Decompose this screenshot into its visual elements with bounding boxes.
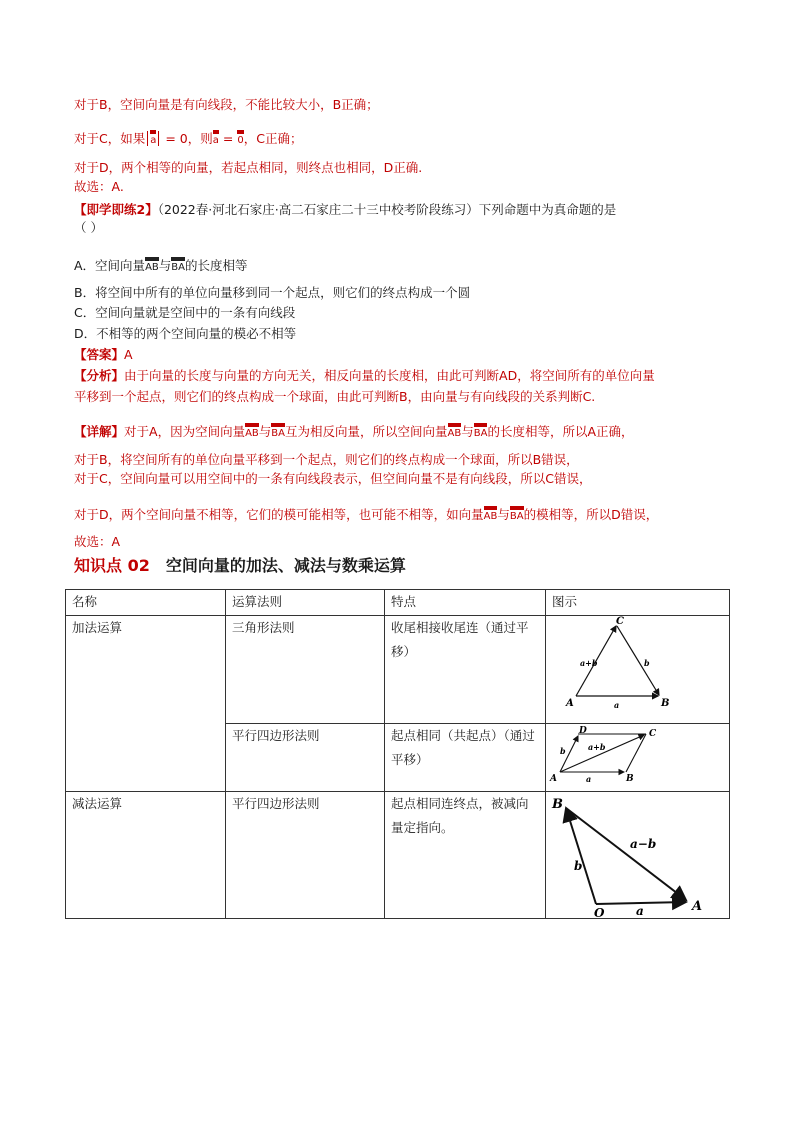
option-c: C．空间向量就是空间中的一条有向线段 (74, 305, 296, 320)
text-segment: 由于向量的长度与向量的方向无关，相反向量的长度相，由此可判断AD，将空间所有的单位向量 (124, 368, 655, 383)
exercise-tag: 【即学即练2】 (74, 202, 158, 217)
vector-letter: AB (245, 428, 259, 439)
label-b: B (661, 698, 670, 709)
edge-bc (626, 734, 646, 772)
text-segment: 的长度相等 (184, 258, 248, 273)
vector-letter: a (212, 135, 219, 146)
detail-line-b: 对于B，将空间所有的单位向量平移到一个起点，则它们的终点构成一个球面，所以B错误， (74, 452, 579, 467)
vector-ab (245, 429, 259, 439)
subtraction-diagram (546, 792, 730, 918)
label-a-side: a (586, 774, 592, 784)
figure-subtraction (546, 792, 730, 919)
table-cell-feature: 起点相同连终点，被减向量定指向。 (385, 792, 546, 919)
vector-sum-line (560, 735, 644, 772)
vector-ba (271, 429, 285, 439)
vector-b-line (617, 626, 659, 695)
label-c: C (616, 616, 624, 627)
table-cell-feature: 收尾相接收尾连（通过平移） (385, 616, 546, 724)
vector-bar (145, 257, 159, 261)
table-header: 名称 (66, 590, 226, 616)
vector-a (150, 136, 156, 146)
text-segment: ，C正确； (243, 131, 303, 146)
vector-bar (510, 506, 524, 510)
analysis-line-2: 平移到一个起点，则它们的终点构成一个球面，由此可判断B，由向量与有向线段的关系判断C. (74, 389, 596, 404)
label-a: A (550, 774, 557, 784)
option-d: D．不相等的两个空间向量的模必不相等 (74, 326, 297, 341)
text-segment: = 0，则 (165, 131, 213, 146)
label-b: B (626, 774, 634, 784)
text-segment: 与 (497, 507, 510, 522)
vector-ab (448, 429, 462, 439)
vector-a-minus-b-line (566, 808, 686, 900)
exercise-source: （2022春·河北石家庄·高二石家庄二十三中校考阶段练习）下列命题中为真命题的是 (157, 202, 617, 217)
vector-bar (245, 423, 259, 427)
vector-letter: BA (171, 262, 185, 273)
vector-letter: BA (509, 511, 524, 522)
table-cell-name: 减法运算 (66, 792, 226, 919)
parallelogram-diagram (546, 724, 730, 791)
label-a-plus-b: a+b (580, 658, 598, 668)
label-a: A (566, 698, 574, 709)
section-title: 空间向量的加法、减法与数乘运算 (165, 556, 406, 575)
figure-triangle-rule (546, 616, 730, 724)
exercise-line (74, 202, 616, 218)
vector-bar (171, 257, 185, 261)
label-d: D (579, 726, 587, 736)
text-segment: A．空间向量 (74, 258, 146, 273)
analysis-line-1 (74, 368, 655, 384)
vector-ba (474, 429, 488, 439)
label-b-side: b (574, 859, 583, 873)
triangle-diagram (546, 616, 730, 723)
figure-parallelogram-rule (546, 724, 730, 792)
label-a-side: a (614, 700, 620, 710)
answer-label: 【答案】 (74, 347, 125, 362)
answer-line (74, 347, 133, 363)
vector-ba (510, 512, 524, 522)
analysis-label: 【分析】 (74, 368, 125, 383)
label-b-side: b (560, 746, 566, 756)
table-row (66, 792, 730, 919)
text-segment: = (222, 131, 234, 146)
detail-line-c: 对于C，空间向量可以用空间中的一条有向线段表示，但空间向量不是有向线段，所以C错误， (74, 471, 592, 486)
detail-line-a (74, 424, 634, 440)
detail-line-d (74, 507, 658, 523)
vector-bar (448, 423, 462, 427)
vector-zero (237, 136, 243, 146)
option-a (74, 258, 248, 274)
detail-label: 【详解】 (74, 424, 125, 439)
exercise-blank: （ ） (74, 220, 103, 235)
label-a-minus-b: a−b (630, 837, 657, 851)
vector-letter: BA (271, 428, 285, 439)
vector-ba (171, 263, 185, 273)
vector-bar (150, 130, 156, 134)
table-cell-feature: 起点相同（共起点）（通过平移） (385, 724, 546, 792)
text-segment: 与 (158, 258, 172, 273)
table-header: 特点 (385, 590, 546, 616)
solution-line-b: 对于B，空间向量是有向线段，不能比较大小，B正确； (74, 97, 379, 112)
vector-letter: BA (473, 428, 488, 439)
text-segment: 互为相反向量，所以空间向量 (285, 424, 448, 439)
detail-choose: 故选：A (74, 534, 121, 549)
label-o: O (594, 906, 605, 918)
table-cell-rule: 平行四边形法则 (226, 724, 385, 792)
vector-letter: a (150, 135, 157, 146)
table-header: 图示 (546, 590, 730, 616)
solution-line-d: 对于D，两个相等的向量，若起点相同，则终点也相同，D正确. (74, 160, 423, 175)
text-segment: 对于A，因为空间向量 (124, 424, 246, 439)
label-a-side: a (636, 904, 644, 918)
vector-letter: AB (483, 511, 498, 522)
text-segment: 的模相等，所以D错误， (523, 507, 659, 522)
solution-line-c (74, 131, 302, 147)
label-b-side: b (644, 658, 650, 668)
vector-letter: AB (447, 428, 462, 439)
table-cell-rule: 平行四边形法则 (226, 792, 385, 919)
section-heading (74, 553, 406, 576)
vector-a (213, 136, 219, 146)
label-a: A (692, 899, 703, 914)
vector-bar (237, 130, 243, 134)
vector-bar (271, 423, 285, 427)
label-a-plus-b: a+b (588, 742, 606, 752)
vector-b-line (566, 808, 596, 904)
vector-ab (484, 512, 498, 522)
operations-table (65, 589, 730, 919)
text-segment: 对于D，两个空间向量不相等，它们的模可能相等，也可能不相等，如向量 (74, 507, 484, 522)
table-header-row (66, 590, 730, 616)
label-c: C (649, 729, 657, 739)
vector-letter: AB (145, 262, 159, 273)
text-segment: 的长度相等，所以A正确， (487, 424, 634, 439)
table-cell-rule: 三角形法则 (226, 616, 385, 724)
table-cell-name: 加法运算 (66, 616, 226, 792)
vector-letter: 0 (237, 135, 244, 146)
vector-bar (213, 130, 219, 134)
table-header: 运算法则 (226, 590, 385, 616)
vector-bar (484, 506, 498, 510)
vector-ab (145, 263, 159, 273)
answer-value: A (124, 347, 133, 362)
text-segment: 对于C，如果 (74, 131, 146, 146)
label-b: B (552, 797, 563, 812)
solution-choose: 故选：A. (74, 179, 124, 194)
option-b: B．将空间中所有的单位向量移到同一个起点，则它们的终点构成一个圆 (74, 285, 471, 300)
text-segment: 与 (461, 424, 474, 439)
section-number: 知识点 02 (74, 556, 150, 575)
table-row (66, 616, 730, 724)
vector-bar (474, 423, 488, 427)
text-segment: 与 (258, 424, 272, 439)
